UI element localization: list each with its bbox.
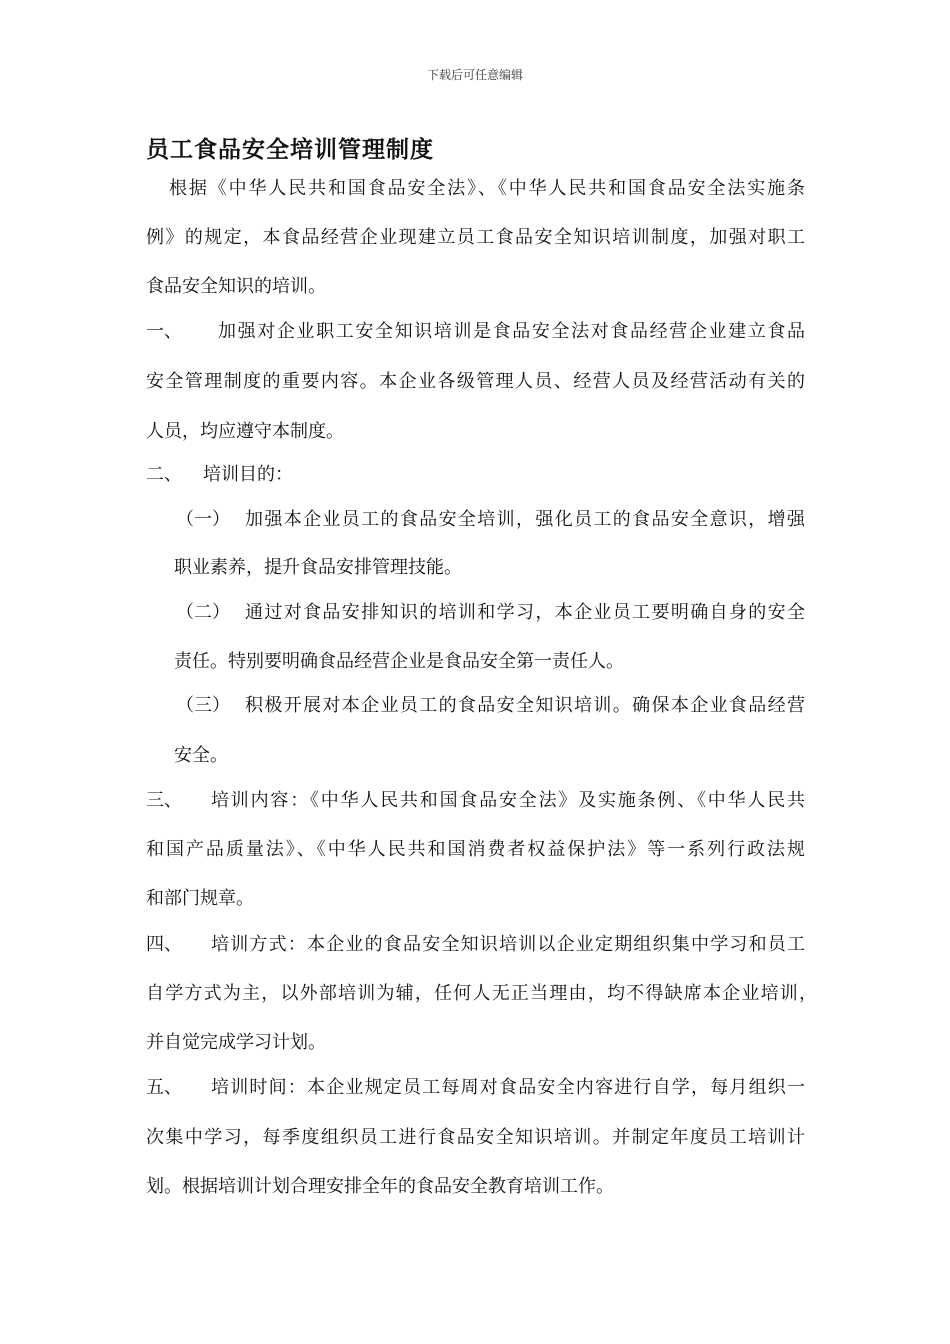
intro-line-3: 食品安全知识的培训。 [146, 276, 326, 297]
section-3-number: 三、 [146, 790, 182, 811]
section-3-line-2: 和国产品质量法》、《中华人民共和国消费者权益保护法》等一系列行政法规 [146, 839, 805, 860]
section-1-line-2: 安全管理制度的重要内容。本企业各级管理人员、经营人员及经营活动有关的 [146, 371, 805, 392]
subitem-1-line-1: 加强本企业员工的食品安全培训，强化员工的食品安全意识，增强 [245, 509, 805, 530]
subitem-1-number: （一） [176, 509, 230, 530]
subitem-3-line-2: 安全。 [174, 745, 228, 766]
section-3-line-1: 培训内容：《中华人民共和国食品安全法》及实施条例、《中华人民共 [211, 790, 805, 811]
document-title: 员工食品安全培训管理制度 [146, 137, 434, 163]
subitem-1-line-2: 职业素养，提升食品安排管理技能。 [174, 557, 462, 578]
section-5-line-3: 划。根据培训计划合理安排全年的食品安全教育培训工作。 [146, 1176, 614, 1197]
subitem-3-number: （三） [176, 695, 230, 716]
section-4-line-3: 并自觉完成学习计划。 [146, 1032, 326, 1053]
subitem-3-line-1: 积极开展对本企业员工的食品安全知识培训。确保本企业食品经营 [245, 695, 805, 716]
subitem-2-line-1: 通过对食品安排知识的培训和学习，本企业员工要明确自身的安全 [245, 602, 805, 623]
section-5-number: 五、 [146, 1077, 182, 1098]
section-5-line-1: 培训时间：本企业规定员工每周对食品安全内容进行自学，每月组织一 [211, 1077, 805, 1098]
intro-line-1: 根据《中华人民共和国食品安全法》、《中华人民共和国食品安全法实施条 [169, 178, 805, 199]
section-3-line-3: 和部门规章。 [146, 888, 254, 909]
subitem-2-number: （二） [176, 602, 230, 623]
subitem-2-line-2: 责任。特别要明确食品经营企业是食品安全第一责任人。 [174, 651, 624, 672]
section-2-number: 二、 [146, 464, 182, 485]
section-1-number: 一、 [146, 321, 182, 342]
section-1-line-1: 加强对企业职工安全知识培训是食品安全法对食品经营企业建立食品 [218, 321, 805, 342]
section-2-heading: 培训目的： [203, 464, 293, 485]
intro-line-2: 例》的规定，本食品经营企业现建立员工食品安全知识培训制度，加强对职工 [146, 227, 805, 248]
page-header: 下载后可任意编辑 [426, 68, 523, 82]
section-4-number: 四、 [146, 934, 182, 955]
section-4-line-1: 培训方式：本企业的食品安全知识培训以企业定期组织集中学习和员工 [211, 934, 805, 955]
section-5-line-2: 次集中学习，每季度组织员工进行食品安全知识培训。并制定年度员工培训计 [146, 1127, 805, 1148]
section-4-line-2: 自学方式为主，以外部培训为辅，任何人无正当理由，均不得缺席本企业培训， [146, 983, 817, 1004]
section-1-line-3: 人员，均应遵守本制度。 [146, 421, 344, 442]
